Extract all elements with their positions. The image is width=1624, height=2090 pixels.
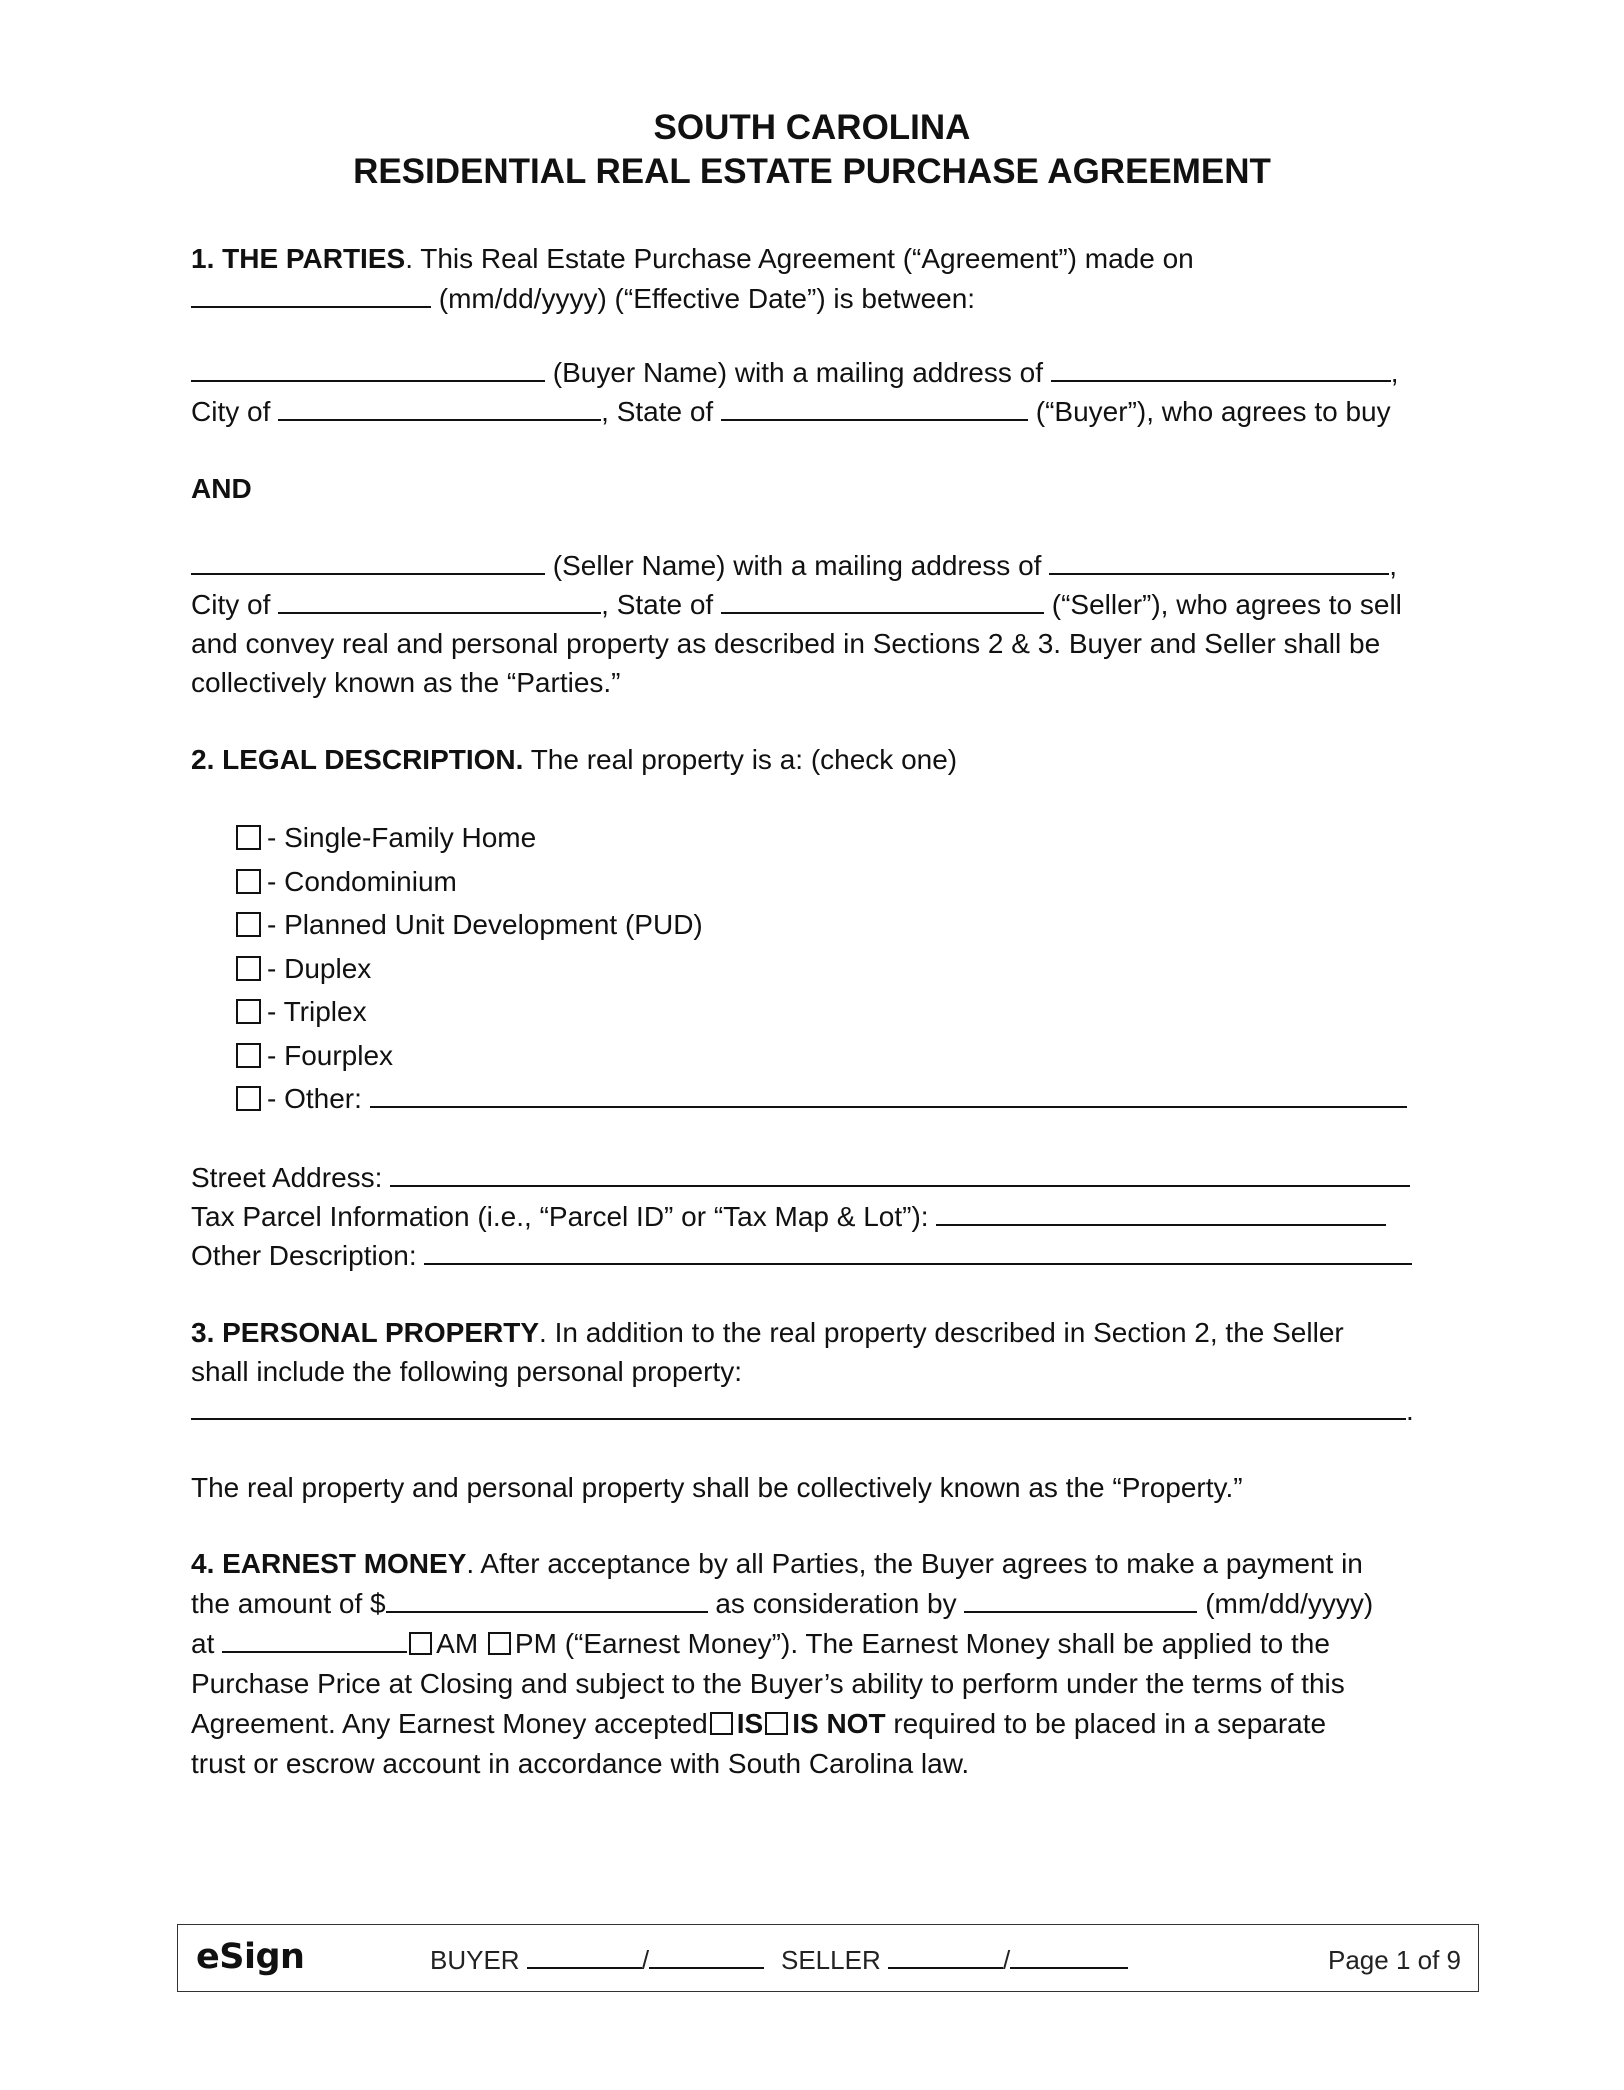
checkbox[interactable] bbox=[236, 956, 261, 981]
personal-property-field[interactable] bbox=[191, 1396, 1406, 1420]
s1-collective: collectively known as the “Parties.” bbox=[191, 667, 621, 698]
s4-line5b: required to be placed in a separate bbox=[885, 1708, 1327, 1739]
checkbox[interactable] bbox=[236, 869, 261, 894]
buyer-state-field[interactable] bbox=[721, 397, 1028, 421]
s1-date-text: (mm/dd/yyyy) (“Effective Date”) is between: bbox=[438, 283, 976, 314]
seller-name-field[interactable] bbox=[191, 551, 545, 575]
checkbox[interactable] bbox=[236, 1043, 261, 1068]
seller-initials bbox=[781, 1945, 1128, 1976]
seller-state-field[interactable] bbox=[721, 590, 1044, 614]
s4-line-1 bbox=[191, 1549, 1363, 1580]
s1-heading: 1. THE PARTIES bbox=[191, 243, 406, 274]
state-of-label: , State of bbox=[601, 589, 714, 620]
option-label: - Triplex bbox=[267, 996, 367, 1027]
buyer-tail: (“Buyer”), who agrees to buy bbox=[1035, 396, 1391, 427]
s3-line1: . In addition to the real property described in Section 2, the Seller bbox=[539, 1317, 1344, 1348]
s4-line5a: Agreement. Any Earnest Money accepted bbox=[191, 1708, 708, 1739]
checkbox[interactable] bbox=[236, 999, 261, 1024]
effective-date-field[interactable] bbox=[191, 284, 431, 308]
street-label: Street Address: bbox=[191, 1162, 383, 1193]
option-label: - Other: bbox=[267, 1083, 362, 1114]
slash: / bbox=[1002, 1945, 1011, 1975]
street-address-field[interactable] bbox=[390, 1163, 1410, 1187]
earnest-date-field[interactable] bbox=[964, 1589, 1197, 1613]
option-label: - Duplex bbox=[267, 953, 372, 984]
city-of-label: City of bbox=[191, 589, 271, 620]
tax-line bbox=[191, 1202, 1386, 1233]
option-pud[interactable] bbox=[236, 909, 703, 941]
s3-line2: shall include the following personal property: bbox=[191, 1356, 742, 1387]
s2-heading: 2. LEGAL DESCRIPTION. bbox=[191, 744, 524, 775]
option-duplex[interactable] bbox=[236, 953, 371, 985]
consideration-label: as consideration by bbox=[715, 1588, 957, 1619]
title-line-1: SOUTH CAROLINA bbox=[653, 108, 971, 147]
s4-line-5 bbox=[191, 1709, 1326, 1740]
buyer-initial-1[interactable] bbox=[527, 1949, 642, 1969]
s1-seller-city-line bbox=[191, 590, 1402, 621]
is-checkbox[interactable] bbox=[710, 1712, 733, 1735]
other-desc-label: Other Description: bbox=[191, 1240, 417, 1271]
esign-logo: eSign bbox=[196, 1937, 305, 1977]
s1-seller-line bbox=[191, 551, 1397, 582]
buyer-address-field[interactable] bbox=[1051, 358, 1391, 382]
am-label: AM bbox=[436, 1628, 479, 1659]
other-description-field[interactable] bbox=[424, 1241, 1412, 1265]
tax-parcel-field[interactable] bbox=[936, 1202, 1386, 1226]
option-label: - Condominium bbox=[267, 866, 457, 897]
page-number: Page 1 of 9 bbox=[1328, 1945, 1461, 1975]
s4-line-3 bbox=[191, 1629, 1330, 1660]
and-label: AND bbox=[191, 473, 252, 504]
earnest-amount-field[interactable] bbox=[386, 1589, 708, 1613]
s1-convey: and convey real and personal property as described in Sections 2 & 3. Buyer and Seller shall be bbox=[191, 628, 1381, 659]
comma: , bbox=[1390, 357, 1399, 388]
other-type-field[interactable] bbox=[370, 1084, 1407, 1108]
s1-line-2 bbox=[191, 284, 975, 315]
is-not-checkbox[interactable] bbox=[765, 1712, 788, 1735]
tax-label: Tax Parcel Information (i.e., “Parcel ID” or “Tax Map & Lot”): bbox=[191, 1201, 929, 1232]
s4-line6: trust or escrow account in accordance with South Carolina law. bbox=[191, 1748, 970, 1779]
s4-line1: . After acceptance by all Parties, the Buyer agrees to make a payment in bbox=[466, 1548, 1363, 1579]
option-label: - Fourplex bbox=[267, 1040, 394, 1071]
s1-buyer-line bbox=[191, 358, 1399, 389]
option-label: - Planned Unit Development (PUD) bbox=[267, 909, 703, 940]
seller-name-label: (Seller Name) with a mailing address of bbox=[552, 550, 1042, 581]
period: . bbox=[1406, 1395, 1414, 1426]
pm-label: PM (“Earnest Money”). The Earnest Money shall be applied to the bbox=[514, 1628, 1330, 1659]
other-desc-line bbox=[191, 1241, 1412, 1272]
s1-line-1 bbox=[191, 244, 1194, 275]
buyer-name-label: (Buyer Name) with a mailing address of bbox=[552, 357, 1043, 388]
option-other[interactable] bbox=[236, 1083, 1407, 1115]
option-triplex[interactable] bbox=[236, 996, 367, 1028]
checkbox[interactable] bbox=[236, 1086, 261, 1111]
title-line-2: RESIDENTIAL REAL ESTATE PURCHASE AGREEMENT bbox=[353, 152, 1271, 191]
option-fourplex[interactable] bbox=[236, 1040, 393, 1072]
is-label: IS bbox=[736, 1708, 764, 1739]
s4-heading: 4. EARNEST MONEY bbox=[191, 1548, 467, 1579]
slash: / bbox=[641, 1945, 650, 1975]
s3-heading: 3. PERSONAL PROPERTY bbox=[191, 1317, 540, 1348]
footer-initials-bar bbox=[177, 1924, 1479, 1992]
date-format-label: (mm/dd/yyyy) bbox=[1205, 1588, 1374, 1619]
seller-initial-2[interactable] bbox=[1010, 1949, 1128, 1969]
at-label: at bbox=[191, 1628, 215, 1659]
buyer-city-field[interactable] bbox=[278, 397, 601, 421]
state-of-label: , State of bbox=[601, 396, 714, 427]
seller-tail: (“Seller”), who agrees to sell bbox=[1051, 589, 1402, 620]
earnest-time-field[interactable] bbox=[222, 1629, 407, 1653]
city-of-label: City of bbox=[191, 396, 271, 427]
s2-intro: The real property is a: (check one) bbox=[523, 744, 958, 775]
option-label: - Single-Family Home bbox=[267, 822, 537, 853]
option-single-family[interactable] bbox=[236, 822, 536, 854]
buyer-name-field[interactable] bbox=[191, 358, 545, 382]
s3-collective: The real property and personal property shall be collectively known as the “Property.” bbox=[191, 1472, 1243, 1503]
seller-city-field[interactable] bbox=[278, 590, 601, 614]
buyer-initials-label: BUYER bbox=[430, 1945, 520, 1975]
am-checkbox[interactable] bbox=[409, 1632, 432, 1655]
s1-intro: . This Real Estate Purchase Agreement (“Agreement”) made on bbox=[405, 243, 1194, 274]
seller-initials-label: SELLER bbox=[781, 1945, 881, 1975]
buyer-initials bbox=[430, 1945, 764, 1976]
checkbox[interactable] bbox=[236, 912, 261, 937]
seller-initial-1[interactable] bbox=[888, 1949, 1003, 1969]
comma: , bbox=[1389, 550, 1397, 581]
checkbox[interactable] bbox=[236, 825, 261, 850]
s3-line-1 bbox=[191, 1318, 1344, 1349]
street-line bbox=[191, 1163, 1410, 1194]
s3-field-line bbox=[191, 1396, 1414, 1427]
is-not-label: IS NOT bbox=[792, 1708, 886, 1739]
s4-line-2 bbox=[191, 1589, 1373, 1620]
amount-label: the amount of $ bbox=[191, 1588, 386, 1619]
option-condominium[interactable] bbox=[236, 866, 457, 898]
s2-line-1 bbox=[191, 745, 957, 776]
s1-buyer-city-line bbox=[191, 397, 1391, 428]
seller-address-field[interactable] bbox=[1049, 551, 1389, 575]
buyer-initial-2[interactable] bbox=[649, 1949, 764, 1969]
pm-checkbox[interactable] bbox=[488, 1632, 511, 1655]
s4-line4: Purchase Price at Closing and subject to the Buyer’s ability to perform under the terms of this bbox=[191, 1668, 1345, 1699]
